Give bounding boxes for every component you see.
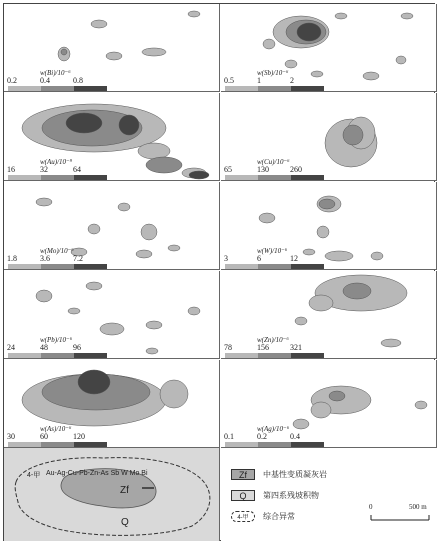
element-label-bi: w(Bi)/10⁻⁶ <box>40 69 71 77</box>
anomaly-legend-text: 综合异常 <box>263 512 295 521</box>
scale-tick-sb-3: 2 <box>290 76 294 85</box>
zf-map-label: Zf <box>120 485 129 496</box>
anomaly-zone-level1 <box>141 224 157 240</box>
anomaly-contours-au <box>4 93 220 181</box>
scale-tick-sb-2: 1 <box>257 76 261 85</box>
anomaly-zone-level1 <box>295 317 307 325</box>
anomaly-contours-pb <box>4 271 220 359</box>
scale-tick-zn-3: 321 <box>290 343 302 352</box>
anomaly-zone-level3 <box>78 370 110 394</box>
zf-legend-text: 中基性变质凝灰岩 <box>263 470 327 479</box>
anomaly-zone-level3 <box>297 23 321 41</box>
anomaly-zone-level1 <box>381 339 401 347</box>
element-label-zn: w(Zn)/10⁻⁶ <box>257 336 289 344</box>
anomaly-panel-au <box>4 93 220 181</box>
scale-tick-as-1: 30 <box>7 432 15 441</box>
scale-tick-w-1: 3 <box>224 254 228 263</box>
anomaly-contours-as <box>4 360 220 448</box>
scale-segment-1 <box>225 175 258 181</box>
anomaly-zone-level1 <box>285 60 297 68</box>
anomaly-zone-level1 <box>36 290 52 302</box>
anomaly-swatch: 4-甲 <box>231 511 255 522</box>
anomaly-zone-level1 <box>371 252 383 260</box>
anomaly-zone-level2 <box>343 283 371 299</box>
scale-tick-pb-1: 24 <box>7 343 15 352</box>
scale-segment-3 <box>74 175 107 181</box>
scale-tick-bi-2: 0.4 <box>40 76 50 85</box>
legend-item-zf <box>231 469 327 480</box>
anomaly-zone-level2 <box>343 125 363 145</box>
geochemical-anomaly-figure <box>3 3 435 541</box>
element-label-cu: w(Cu)/10⁻⁶ <box>257 158 290 166</box>
scale-segment-1 <box>8 175 41 181</box>
scale-segment-1 <box>8 353 41 359</box>
scale-tick-au-2: 32 <box>40 165 48 174</box>
anomaly-panel-mo <box>4 182 220 270</box>
scale-segment-2 <box>41 353 74 359</box>
q-legend-text: 第四系残坡积物 <box>263 491 319 500</box>
anomaly-zone-level1 <box>146 348 158 354</box>
anomaly-zone-level1 <box>168 245 180 251</box>
anomaly-zone-level2 <box>61 49 67 55</box>
anomaly-contours-mo <box>4 182 220 270</box>
anomaly-zone-level1 <box>88 224 100 234</box>
anomaly-zone-level1 <box>415 401 427 409</box>
scale-tick-au-3: 64 <box>73 165 81 174</box>
anomaly-zone-level2 <box>329 391 345 401</box>
element-label-sb: w(Sb)/10⁻⁶ <box>257 69 289 77</box>
anomaly-zone-level1 <box>309 295 333 311</box>
scale-segment-3 <box>74 86 107 92</box>
anomaly-zone-level1 <box>311 71 323 77</box>
color-scale-cu <box>225 175 324 181</box>
anomaly-zone-level1 <box>188 307 200 315</box>
anomaly-id-label: 4-甲 <box>27 472 41 479</box>
scale-segment-3 <box>74 353 107 359</box>
scale-tick-cu-2: 130 <box>257 165 269 174</box>
scale-segment-2 <box>41 175 74 181</box>
legend-item-anomaly <box>231 511 295 522</box>
scale-segment-3 <box>291 175 324 181</box>
color-scale-au <box>8 175 107 181</box>
q-map-label: Q <box>121 517 129 528</box>
anomaly-zone-level1 <box>118 203 130 211</box>
anomaly-zone-level1 <box>335 13 347 19</box>
scale-tick-au-1: 16 <box>7 165 15 174</box>
anomaly-contours-sb <box>221 4 437 92</box>
scale-tick-as-2: 60 <box>40 432 48 441</box>
anomaly-zone-level3 <box>119 115 139 135</box>
scale-segment-3 <box>291 86 324 92</box>
scale-tick-sb-1: 0.5 <box>224 76 234 85</box>
scale-tick-zn-2: 156 <box>257 343 269 352</box>
scale-tick-ag-2: 0.2 <box>257 432 267 441</box>
anomaly-panel-bi <box>4 4 220 92</box>
scale-tick-bi-3: 0.8 <box>73 76 83 85</box>
color-scale-sb <box>225 86 324 92</box>
scale-segment-2 <box>258 86 291 92</box>
anomaly-zone-level1 <box>100 323 124 335</box>
anomaly-zone-level1 <box>401 13 413 19</box>
scale-segment-1 <box>225 264 258 270</box>
scale-segment-1 <box>225 86 258 92</box>
element-label-mo: w(Mo)/10⁻⁶ <box>40 247 74 255</box>
anomaly-zone-level1 <box>106 52 122 60</box>
anomaly-zone-level3 <box>66 113 102 133</box>
scale-segment-3 <box>291 353 324 359</box>
scale-tick-bi-1: 0.2 <box>7 76 17 85</box>
scale-segment-2 <box>258 175 291 181</box>
scale-segment-3 <box>74 264 107 270</box>
anomaly-panel-zn <box>221 271 437 359</box>
map-legend <box>221 448 435 541</box>
anomaly-panel-as <box>4 360 220 448</box>
color-scale-bi <box>8 86 107 92</box>
anomaly-zone-level1 <box>259 213 275 223</box>
anomaly-zone-level1 <box>263 39 275 49</box>
legend-item-q <box>231 490 319 501</box>
scale-segment-2 <box>258 353 291 359</box>
element-label-w: w(W)/10⁻⁶ <box>257 247 288 255</box>
anomaly-zone-level1 <box>86 282 102 290</box>
scale-zero: 0 <box>369 503 373 511</box>
color-scale-w <box>225 264 324 270</box>
scale-bar <box>367 512 437 526</box>
anomaly-contours-bi <box>4 4 220 92</box>
element-label-au: w(Au)/10⁻⁹ <box>40 158 73 166</box>
scale-tick-mo-2: 3.6 <box>40 254 50 263</box>
anomaly-zone-level1 <box>363 72 379 80</box>
anomaly-zone-level2 <box>319 199 335 209</box>
scale-distance: 500 m <box>409 503 427 511</box>
scale-tick-w-2: 6 <box>257 254 261 263</box>
q-swatch: Q <box>231 490 255 501</box>
anomaly-zone-level1 <box>136 250 152 258</box>
composite-anomaly-outline <box>4 448 220 541</box>
anomaly-zone-level1 <box>293 419 309 429</box>
anomaly-zone-level2 <box>146 157 182 173</box>
scale-tick-cu-1: 65 <box>224 165 232 174</box>
anomaly-contours-cu <box>221 93 437 181</box>
anomaly-zone-level1 <box>36 198 52 206</box>
anomaly-zone-level1 <box>317 226 329 238</box>
composite-anomaly-map <box>4 448 220 541</box>
anomaly-panel-sb <box>221 4 437 92</box>
anomaly-zone-level1 <box>303 249 315 255</box>
scale-tick-mo-3: 7.2 <box>73 254 83 263</box>
element-label-as: w(As)/10⁻⁶ <box>40 425 72 433</box>
anomaly-zone-level1 <box>91 20 107 28</box>
scale-tick-ag-1: 0.1 <box>224 432 234 441</box>
anomaly-zone-level3 <box>189 171 209 179</box>
scale-tick-w-3: 12 <box>290 254 298 263</box>
anomaly-zone-level1 <box>146 321 162 329</box>
color-scale-zn <box>225 353 324 359</box>
anomaly-contours-w <box>221 182 437 270</box>
scale-tick-ag-3: 0.4 <box>290 432 300 441</box>
scale-segment-1 <box>8 86 41 92</box>
scale-segment-1 <box>8 264 41 270</box>
scale-tick-zn-1: 78 <box>224 343 232 352</box>
anomaly-panel-cu <box>221 93 437 181</box>
scale-segment-2 <box>41 264 74 270</box>
scale-segment-1 <box>225 353 258 359</box>
scale-tick-mo-1: 1.8 <box>7 254 17 263</box>
scale-segment-3 <box>291 264 324 270</box>
element-label-pb: w(Pb)/10⁻⁶ <box>40 336 73 344</box>
anomaly-zone-level1 <box>325 251 353 261</box>
anomaly-panel-w <box>221 182 437 270</box>
anomaly-contours-zn <box>221 271 437 359</box>
scale-segment-2 <box>258 264 291 270</box>
anomaly-panel-pb <box>4 271 220 359</box>
scale-tick-pb-2: 48 <box>40 343 48 352</box>
scale-tick-as-3: 120 <box>73 432 85 441</box>
zf-swatch: Zf <box>231 469 255 480</box>
anomaly-zone-level1 <box>396 56 406 64</box>
scale-tick-pb-3: 96 <box>73 343 81 352</box>
color-scale-pb <box>8 353 107 359</box>
anomaly-contours-ag <box>221 360 437 448</box>
color-scale-mo <box>8 264 107 270</box>
scale-segment-2 <box>41 86 74 92</box>
anomaly-zone-level1 <box>68 308 80 314</box>
anomaly-zone-level1 <box>188 11 200 17</box>
scale-tick-cu-3: 260 <box>290 165 302 174</box>
element-label-ag: w(Ag)/10⁻⁶ <box>257 425 290 433</box>
anomaly-panel-ag <box>221 360 437 448</box>
anomaly-zone-level1 <box>138 143 170 159</box>
anomaly-zone-level1 <box>142 48 166 56</box>
composite-element-list: Au-Ag-Cu-Pb-Zn-As Sb W Mo Bi <box>46 470 148 477</box>
anomaly-zone-level1 <box>160 380 188 408</box>
anomaly-zone-level1 <box>311 402 331 418</box>
